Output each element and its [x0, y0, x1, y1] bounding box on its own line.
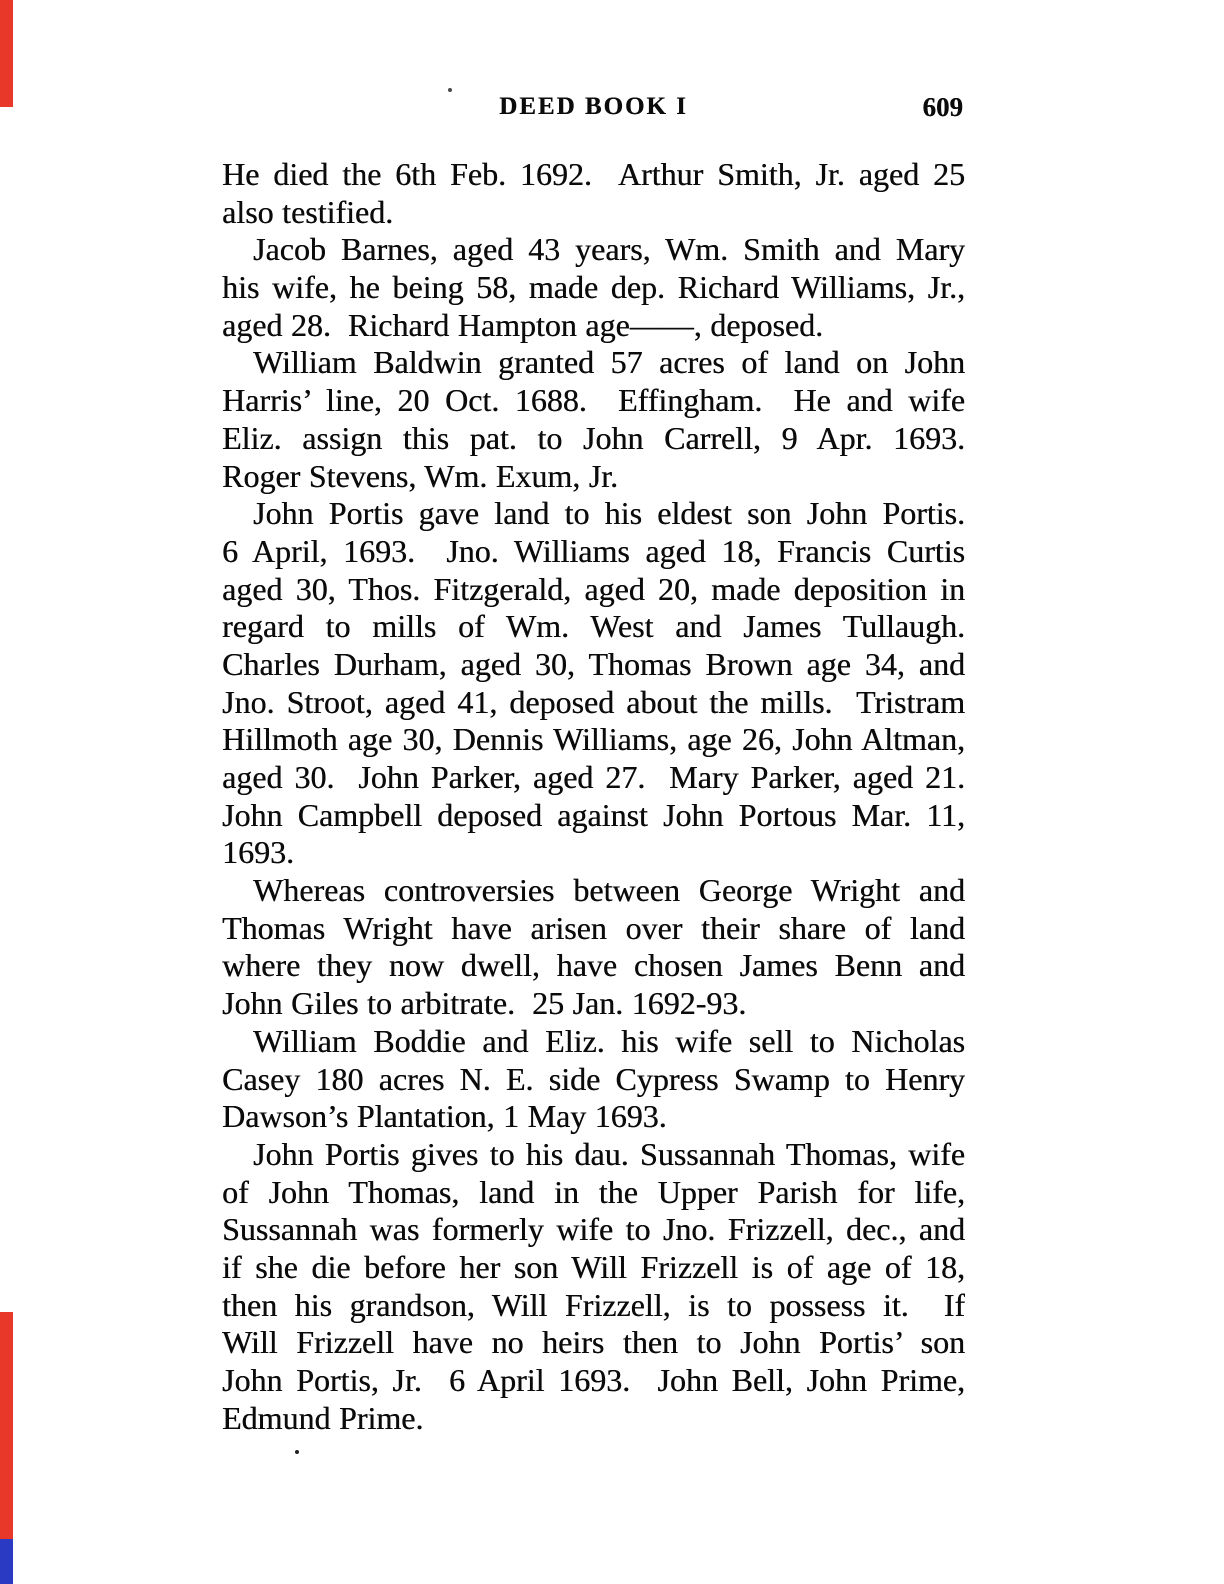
text-line: regard to mills of Wm. West and James Tullaugh.: [222, 608, 965, 645]
text-line: Whereas controversies between George Wright and: [253, 872, 965, 909]
text-line: Charles Durham, aged 30, Thomas Brown age 34, and: [222, 645, 965, 682]
text-line: Sussannah was formerly wife to Jno. Frizzell, dec., and: [222, 1211, 965, 1248]
running-head: [222, 92, 965, 122]
scan-speck: [448, 88, 452, 92]
text-line: Eliz. assign this pat. to John Carrell, 9 Apr. 1693.: [222, 419, 965, 456]
text-line: 6 April, 1693. Jno. Williams aged 18, Francis Curtis: [222, 532, 965, 569]
text-line: Will Frizzell have no heirs then to John Portis’ son: [222, 1324, 965, 1361]
text-line: Roger Stevens, Wm. Exum, Jr.: [222, 457, 619, 494]
book-title: DEED BOOK I: [499, 93, 688, 120]
text-line: Casey 180 acres N. E. side Cypress Swamp to Henry: [222, 1060, 965, 1097]
text-line: aged 30. John Parker, aged 27. Mary Parker, aged 21.: [222, 759, 965, 795]
text-line: 1693.: [222, 834, 294, 871]
text-line: Thomas Wright have arisen over their share of land: [222, 909, 965, 946]
text-line: of John Thomas, land in the Upper Parish for life,: [222, 1173, 965, 1210]
text-line: Harris’ line, 20 Oct. 1688. Effingham. He and wife: [222, 382, 965, 419]
text-line: John Portis, Jr. 6 April 1693. John Bell, John Prime,: [222, 1362, 965, 1398]
text-line: then his grandson, Will Frizzell, is to possess it. If: [222, 1286, 965, 1323]
text-line: William Boddie and Eliz. his wife sell to Nicholas: [253, 1022, 965, 1059]
text-line: his wife, he being 58, made dep. Richard Williams, Jr.,: [222, 269, 965, 306]
text-line: John Portis gives to his dau. Sussannah Thomas, wife: [253, 1135, 965, 1172]
text-line: where they now dwell, have chosen James Benn and: [222, 947, 965, 984]
scan-speck: [295, 1450, 299, 1454]
text-line: also testified.: [222, 193, 394, 230]
text-line: Hillmoth age 30, Dennis Williams, age 26, John Altman,: [222, 721, 965, 758]
page-body-text: [222, 156, 965, 1437]
scan-edge-bar-blue-bottom: [0, 1539, 13, 1584]
scan-edge-bar-red-top: [0, 0, 13, 107]
text-line: Jacob Barnes, aged 43 years, Wm. Smith and Mary: [253, 231, 965, 268]
text-line: aged 30, Thos. Fitzgerald, aged 20, made deposition in: [222, 570, 965, 607]
text-line: He died the 6th Feb. 1692. Arthur Smith, Jr. aged 25: [222, 156, 965, 192]
text-line: John Portis gave land to his eldest son John Portis.: [253, 495, 965, 532]
text-line: aged 28. Richard Hampton age——, deposed.: [222, 306, 824, 343]
text-line: Jno. Stroot, aged 41, deposed about the mills. Tristram: [222, 683, 965, 720]
text-line: if she die before her son Will Frizzell is of age of 18,: [222, 1248, 965, 1285]
page-number: 609: [922, 92, 963, 122]
text-line: John Giles to arbitrate. 25 Jan. 1692-93.: [222, 985, 747, 1022]
scan-edge-bar-red-bottom: [0, 1312, 13, 1539]
text-line: William Baldwin granted 57 acres of land on John: [253, 344, 965, 381]
text-line: Dawson’s Plantation, 1 May 1693.: [222, 1098, 667, 1135]
text-line: Edmund Prime.: [222, 1399, 424, 1436]
text-line: John Campbell deposed against John Portous Mar. 11,: [222, 796, 965, 833]
